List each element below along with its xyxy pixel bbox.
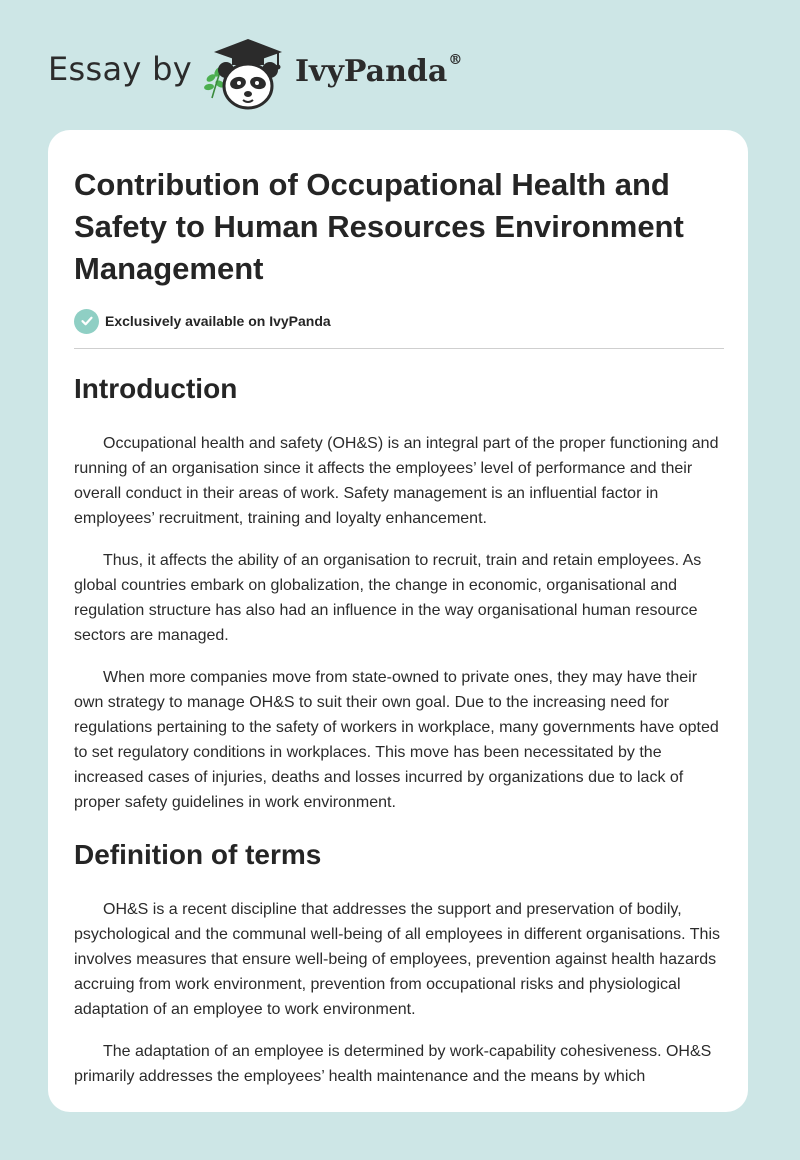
paragraph: OH&S is a recent discipline that addresses the support and preservation of bodily, psychological and the communal well-being of all employees in different organisations. This involves measures that ensure well-being of employees, prevention against health hazards accruing from work environment, prevention from occupational risks and physiological adaptation of an employee to work environment. [74, 901, 720, 1018]
article-card [48, 130, 748, 1112]
paragraph: When more companies move from state-owned to private ones, they may have their own strategy to manage OH&S to suit their own goal. Due to the increasing need for regulations pertaining to the safety of workers in workplace, many governments have opted to set regulatory conditions in workplaces. This move has been necessitated by the increased cases of injuries, deaths and losses incurred by organizations due to lack of proper safety guidelines in work environment. [74, 669, 719, 811]
article-content [74, 164, 724, 1089]
site-header [0, 0, 800, 130]
badge-label: Exclusively available on IvyPanda [105, 313, 331, 329]
divider [74, 348, 724, 349]
paragraph: The adaptation of an employee is determined by work-capability cohesiveness. OH&S primarily addresses the employees’ health maintenance and the means by which [74, 1043, 712, 1085]
brand-text: IvyPanda [295, 54, 448, 89]
panda-logo-icon[interactable] [200, 36, 290, 112]
essay-by-label: Essay by [48, 50, 192, 88]
exclusive-badge [74, 308, 724, 334]
registered-mark: ® [448, 52, 463, 68]
page-title: Contribution of Occupational Health and Safety to Human Resources Environment Management [74, 167, 684, 286]
paragraph: Occupational health and safety (OH&S) is an integral part of the proper functioning and running of an organisation since it affects the employees’ level of performance and their overall conduct in their areas of work. Safety management is an influential factor in employees’ recruitment, training and loyalty enhancement. [74, 435, 719, 527]
section-heading-definition-of-terms: Definition of terms [74, 839, 322, 870]
brand-name[interactable] [295, 54, 462, 89]
check-circle-icon [74, 309, 99, 334]
section-heading-introduction: Introduction [74, 373, 238, 404]
paragraph: Thus, it affects the ability of an organisation to recruit, train and retain employees. As global countries embark on globalization, the change in economic, organisational and regulation structure has also had an influence in the way organisational human resource sectors are managed. [74, 552, 702, 644]
